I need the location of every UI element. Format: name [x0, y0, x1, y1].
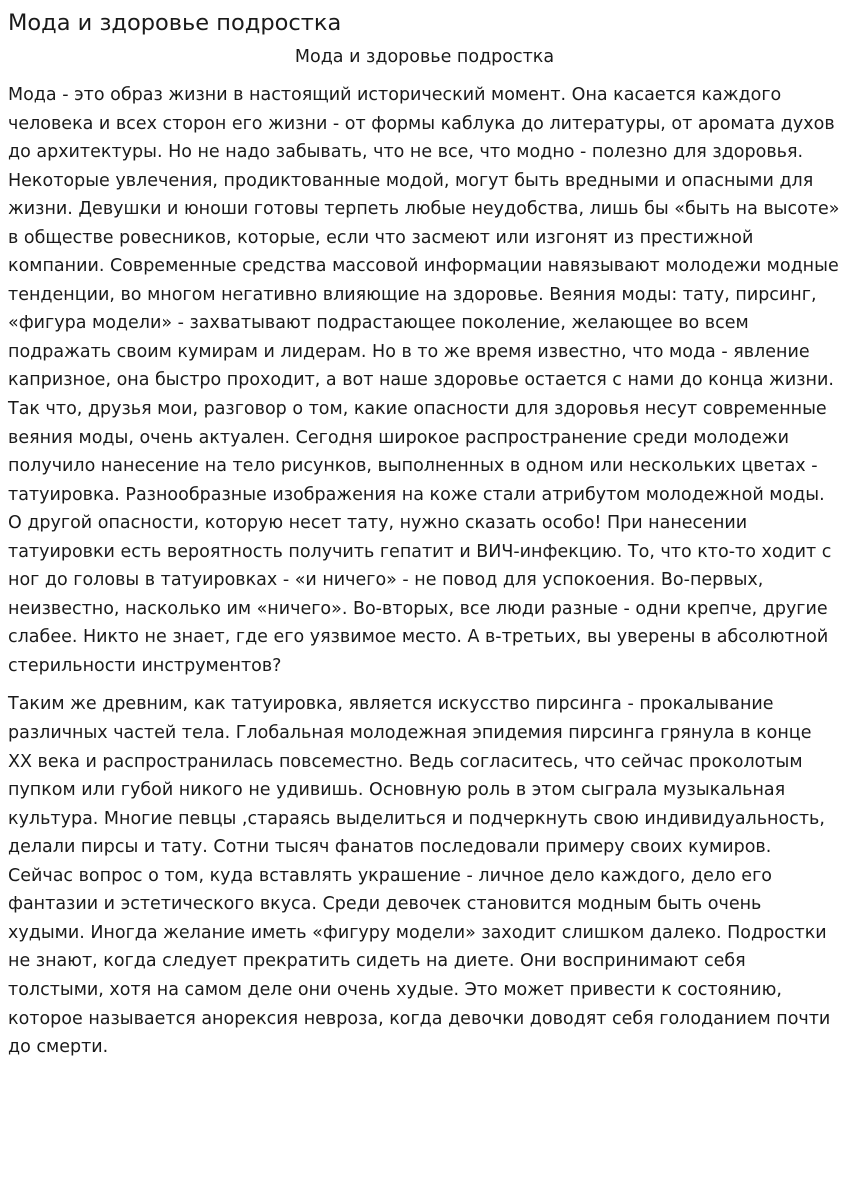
document-title: Мода и здоровье подростка	[294, 47, 555, 67]
paragraph-1: Мода - это образ жизни в настоящий исторический момент. Она касается каждого человека и всех сторон его жизни - от формы каблука до литературы, от аромата духов до архитектуры. Но не надо забывать, что не все, что модно - полезно для здоровья. Некоторые увлечения, продиктованные модой, могут быть вредными и опасными для жизни. Девушки и юноши готовы терпеть любые неудобства, лишь бы «быть на высоте» в обществе ровесников, которые, если что засмеют или изгонят из престижной компании. Современные средства массовой информации навязывают молодежи модные тенденции, во многом негативно влияющие на здоровье. Веяния моды: тату, пирсинг, «фигура модели» - захватывают подрастающее поколение, желающее во всем подражать своим кумирам и лидерам. Но в то же время известно, что мода - явление капризное, она быстро проходит, а вот наше здоровье остается с нами до конца жизни. Так что, друзья мои, разговор о том, какие опасности для здоровья несут современные веяния моды, очень актуален. Сегодня широкое распространение среди молодежи получило нанесение на тело рисунков, выполненных в одном или нескольких цветах - татуировка. Разнообразные изображения на коже стали атрибутом молодежной моды. О другой опасности, которую несет тату, нужно сказать особо! При нанесении татуировки есть вероятность получить гепатит и ВИЧ-инфекцию. То, что кто-то ходит с ног до головы в татуировках - «и ничего» - не повод для успокоения. Во-первых, неизвестно, насколько им «ничего». Во-вторых, все люди разные - одни крепче, другие слабее. Никто не знает, где его уязвимое место. А в-третьих, вы уверены в абсолютной стерильности инструментов?	[8, 85, 840, 676]
document-page	[8, 0, 841, 1062]
page-heading: Мода и здоровье подростка	[8, 10, 342, 36]
paragraph-2: Таким же древним, как татуировка, является искусство пирсинга - прокалывание различных частей тела. Глобальная молодежная эпидемия пирсинга грянула в конце XX века и распространилась повсеместно. Ведь согласитесь, что сейчас проколотым пупком или губой никого не удивишь. Основную роль в этом сыграла музыкальная культура. Многие певцы ,стараясь выделиться и подчеркнуть свою индивидуальность, делали пирсы и тату. Сотни тысяч фанатов последовали примеру своих кумиров. Сейчас вопрос о том, куда вставлять украшение - личное дело каждого, дело его фантазии и эстетического вкуса. Среди девочек становится модным быть очень худыми. Иногда желание иметь «фигуру модели» заходит слишком далеко. Подростки не знают, когда следует прекратить сидеть на диете. Они воспринимают себя толстыми, хотя на самом деле они очень худые. Это может привести к состоянию, которое называется анорексия невроза, когда девочки доводят себя голоданием почти до смерти.	[8, 694, 831, 1058]
